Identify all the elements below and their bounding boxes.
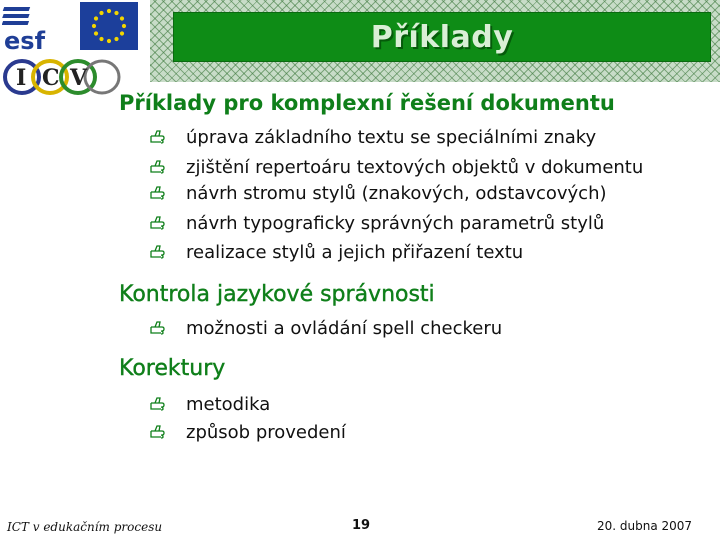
eu-star-icon (114, 11, 118, 15)
eu-star-icon (99, 37, 103, 41)
list-item (150, 318, 502, 339)
list-item-text: úprava základního textu se speciálními znaky (186, 127, 597, 148)
list-item (150, 127, 596, 148)
list-item (150, 157, 643, 178)
eu-star-icon (94, 31, 98, 35)
eu-star-icon (107, 39, 111, 43)
eu-star-icon (107, 9, 111, 13)
section-heading-examples: Příklady pro komplexní řešení dokumentu (119, 91, 615, 115)
pointing-hand-icon (150, 321, 172, 337)
eu-star-icon (92, 24, 96, 28)
footer-course-name: ICT v edukačním procesu (7, 520, 163, 534)
pointing-hand-icon (150, 425, 172, 441)
list-item-text: způsob provedení (186, 422, 346, 443)
pointing-hand-icon (150, 245, 172, 261)
list-item (150, 183, 607, 204)
svg-text:I: I (16, 65, 27, 91)
list-item-text: návrh typograficky správných parametrů stylů (186, 213, 605, 234)
list-item-text: návrh stromu stylů (znakových, odstavcových) (186, 183, 607, 204)
list-item (150, 422, 346, 443)
slide-title: Příklady (370, 19, 514, 55)
list-item-text: možnosti a ovládání spell checkeru (186, 318, 503, 339)
footer-page-number: 19 (352, 518, 371, 533)
title-box (173, 12, 711, 62)
eu-star-icon (114, 37, 118, 41)
list-item-text: zjištění repertoáru textových objektů v dokumentu (186, 157, 644, 178)
list-item-text: metodika (186, 394, 271, 415)
pointing-hand-icon (150, 130, 172, 146)
list-item-text: realizace stylů a jejich přiřazení textu (186, 242, 524, 263)
pointing-hand-icon (150, 160, 172, 176)
esf-logo-text: esf (4, 27, 46, 52)
eu-star-icon (120, 31, 124, 35)
list-item (150, 213, 604, 234)
svg-text:V: V (70, 65, 88, 91)
esf-logo (2, 2, 72, 52)
list-item (150, 394, 270, 415)
eu-star-icon (120, 16, 124, 20)
footer-date: 20. dubna 2007 (597, 519, 693, 533)
pointing-hand-icon (150, 397, 172, 413)
eu-star-icon (122, 24, 126, 28)
pointing-hand-icon (150, 186, 172, 202)
eu-star-icon (94, 16, 98, 20)
eu-flag-logo (80, 2, 138, 50)
svg-text:C: C (42, 65, 60, 91)
eu-star-icon (99, 11, 103, 15)
list-item (150, 242, 523, 263)
section-heading-language-check: Kontrola jazykové správnosti (119, 282, 435, 307)
section-heading-proofreading: Korektury (119, 356, 226, 381)
pointing-hand-icon (150, 216, 172, 232)
